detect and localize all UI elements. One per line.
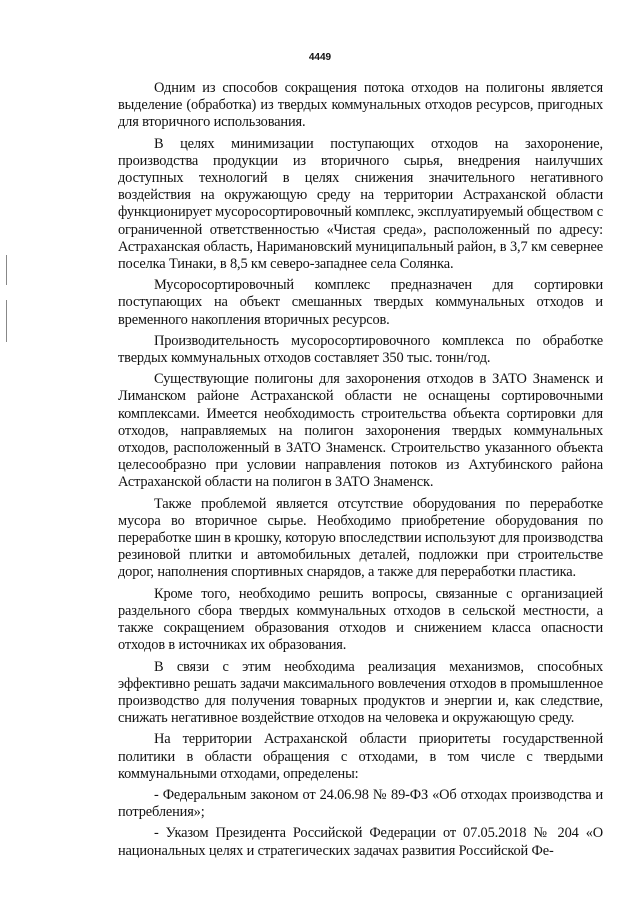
- paragraph: В целях минимизации поступающих отходов на захоронение, производства продукции из вторичного сырья, внедрения наилучших доступных технологий в целях снижения значительного негативного воздействия на окружающую среду на территории Астраханской области функционирует мусоросортировочный комплекс, эксплуатируемый обществом с ограниченной ответственностью «Чистая среда», расположенный по адресу: Астраханская область, Наримановский муниципальный район, в 3,7 км севернее поселка Тинаки, в 8,5 км северо-западнее села Солянка.: [118, 135, 603, 273]
- paragraph: Производительность мусоросортировочного комплекса по обработке твердых коммунальных отходов составляет 350 тыс. тонн/год.: [118, 332, 603, 367]
- paragraph: Одним из способов сокращения потока отходов на полигоны является выделение (обработка) из твердых коммунальных отходов ресурсов, пригодных для вторичного использования.: [118, 80, 603, 131]
- list-item-paragraph: - Указом Президента Российской Федерации от 07.05.2018 № 204 «О национальных целях и стратегических задачах развития Российской Фе-: [118, 825, 603, 859]
- margin-scan-mark-bottom: [6, 300, 7, 342]
- paragraph: В связи с этим необходима реализация механизмов, способных эффективно решать задачи максимального вовлечения отходов в промышленное производство для получения товарных продуктов и энергии и, как следствие, снижать негативное воздействие отходов на человека и окружающую среду.: [118, 658, 603, 727]
- paragraph: Существующие полигоны для захоронения отходов в ЗАТО Знаменск и Лиманском районе Астраханской области не оснащены сортировочными комплексами. Имеется необходимость строительства объекта сортировки для отходов, направляемых на полигон захоронения твердых коммунальных отходов, расположенный в ЗАТО Знаменск. Строительство указанного объекта целесообразно при условии направления потоков из Ахтубинского района Астраханской области на полигон в ЗАТО Знаменск.: [118, 371, 603, 491]
- paragraph: Также проблемой является отсутствие оборудования по переработке мусора во вторичное сырье. Необходимо приобретение оборудования по переработке шин в крошку, которую впоследствии используют для производства резиновой плитки и автомобильных деталей, подложки при строительстве дорог, наполнения спортивных снарядов, а также для переработки пластика.: [118, 495, 604, 581]
- paragraph: На территории Астраханской области приоритеты государственной политики в области обращения с отходами, в том числе с твердыми коммунальными отходами, определены:: [118, 731, 603, 782]
- page-number: 4449: [308, 52, 332, 63]
- list-item-paragraph: - Федеральным законом от 24.06.98 № 89-ФЗ «Об отходах производства и потребления»;: [118, 786, 603, 821]
- paragraph: Кроме того, необходимо решить вопросы, связанные с организацией раздельного сбора твердых коммунальных отходов в сельской местности, а также сокращением образования отходов и снижением класса опасности отходов в источниках их образования.: [118, 585, 603, 654]
- document-body: [118, 80, 603, 864]
- paragraph: Мусоросортировочный комплекс предназначен для сортировки поступающих на объект смешанных твердых коммунальных отходов и временного накопления вторичных ресурсов.: [118, 277, 603, 328]
- margin-scan-mark-top: [6, 255, 7, 285]
